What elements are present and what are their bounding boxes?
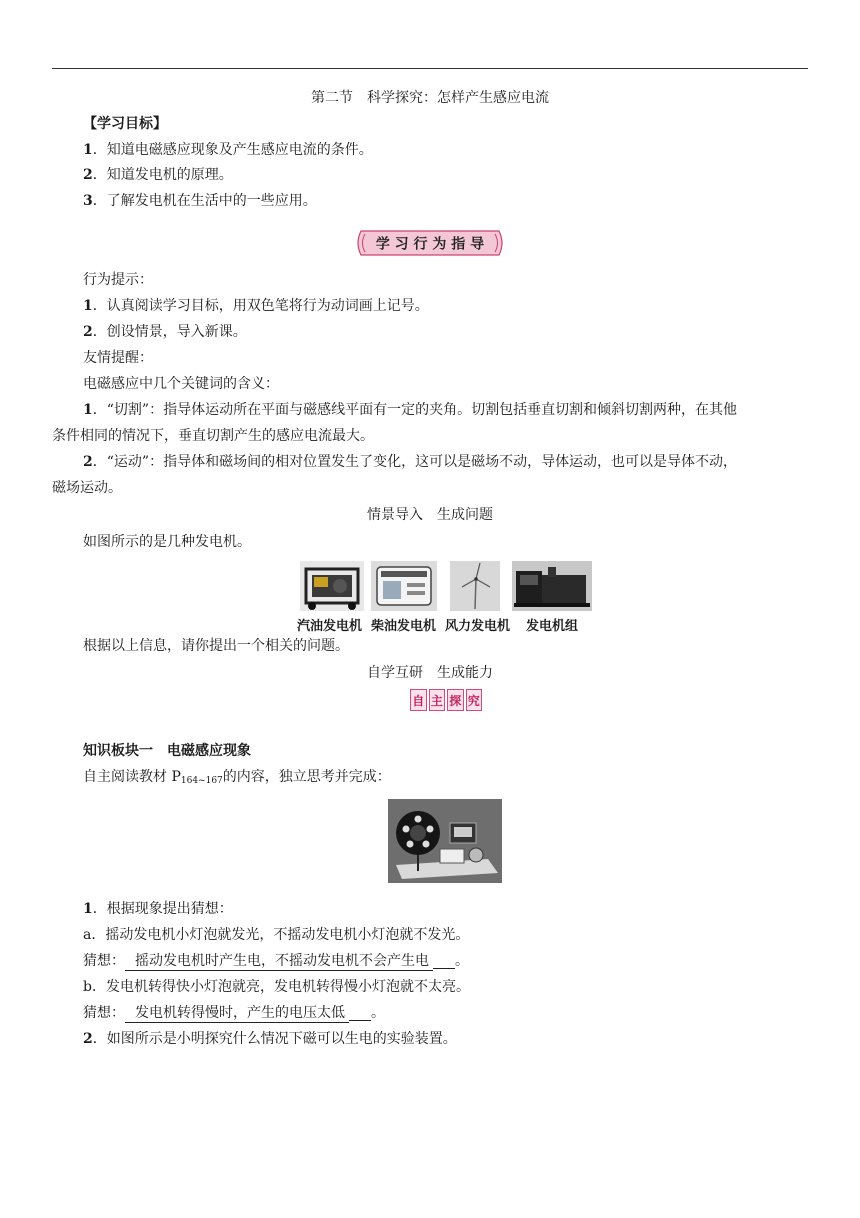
scene-text: 如图所示的是几种发电机。 [83, 534, 251, 550]
guess-a-line: 猜想： 摇动发电机时产生电，不摇动发电机不会产生电 。 [83, 953, 469, 969]
objectives-heading: 【学习目标】 [83, 116, 167, 132]
question-1: 1．根据现象提出猜想： [83, 901, 233, 917]
keyword-cut-line2: 条件相同的情况下，垂直切割产生的感应电流最大。 [52, 428, 374, 444]
study-guide-banner [355, 229, 505, 257]
caption-wind-generator: 风力发电机 [445, 619, 511, 634]
keyword-move-line2: 磁场运动。 [52, 480, 122, 496]
gasoline-generator-image [300, 561, 364, 611]
badge-char: 探 [447, 689, 464, 711]
keyword-cut-line1: 1．“切割”：指导体运动所在平面与磁感线平面有一定的夹角。切割包括垂直切割和倾斜切割两种，在其他 [83, 402, 738, 418]
observation-b: b．发电机转得快小灯泡就亮，发电机转得慢小灯泡就不太亮。 [83, 979, 470, 995]
caption-diesel-generator: 柴油发电机 [371, 619, 437, 634]
behavior-item: 1．认真阅读学习目标，用双色笔将行为动词画上记号。 [83, 298, 429, 314]
scene-question: 根据以上信息，请你提出一个相关的问题。 [83, 638, 349, 654]
keyword-move-line1: 2．“运动”：指导体和磁场间的相对位置发生了变化，这可以是磁场不动，导体运动，也可以是导体不动， [83, 454, 738, 470]
hand-crank-generator-image [388, 799, 502, 883]
generator-set-image [512, 561, 592, 611]
observation-a: a．摇动发电机小灯泡就发光，不摇动发电机小灯泡就不发光。 [83, 927, 470, 943]
caption-generator-set: 发电机组 [526, 619, 579, 634]
header-rule [52, 68, 808, 69]
friendly-heading: 友情提醒： [83, 350, 153, 366]
section-title: 第二节 科学探究：怎样产生感应电流 [311, 90, 549, 106]
banner-text: 学 习 行 为 指 导 [375, 236, 485, 253]
diesel-generator-image [371, 561, 437, 611]
module1-heading: 知识板块一 电磁感应现象 [83, 743, 251, 759]
scene-heading: 情景导入 生成问题 [367, 507, 493, 523]
badge-char: 究 [466, 689, 483, 711]
objective-item: 1．知道电磁感应现象及产生感应电流的条件。 [83, 142, 373, 158]
self-study-heading: 自学互研 生成能力 [367, 665, 493, 681]
self-explore-badge [410, 689, 482, 711]
behavior-item: 2．创设情景，导入新课。 [83, 324, 247, 340]
guess-b-line: 猜想： 发电机转得慢时，产生的电压太低 。 [83, 1005, 385, 1021]
module1-reading: 自主阅读教材 $P_{164\sim 167}$的内容，独立思考并完成： [83, 769, 391, 786]
caption-gasoline-generator: 汽油发电机 [297, 619, 363, 634]
question-2: 2．如图所示是小明探究什么情况下磁可以生电的实验装置。 [83, 1031, 457, 1047]
guess-b-answer: 发电机转得慢时，产生的电压太低 [125, 1004, 349, 1023]
objective-item: 3．了解发电机在生活中的一些应用。 [83, 193, 317, 209]
badge-char: 自 [410, 689, 427, 711]
badge-char: 主 [429, 689, 446, 711]
objective-item: 2．知道发电机的原理。 [83, 167, 233, 183]
guess-a-answer: 摇动发电机时产生电，不摇动发电机不会产生电 [125, 952, 433, 971]
wind-turbine-image [450, 561, 500, 611]
keywords-intro: 电磁感应中几个关键词的含义： [83, 376, 279, 392]
behavior-heading: 行为提示： [83, 272, 153, 288]
